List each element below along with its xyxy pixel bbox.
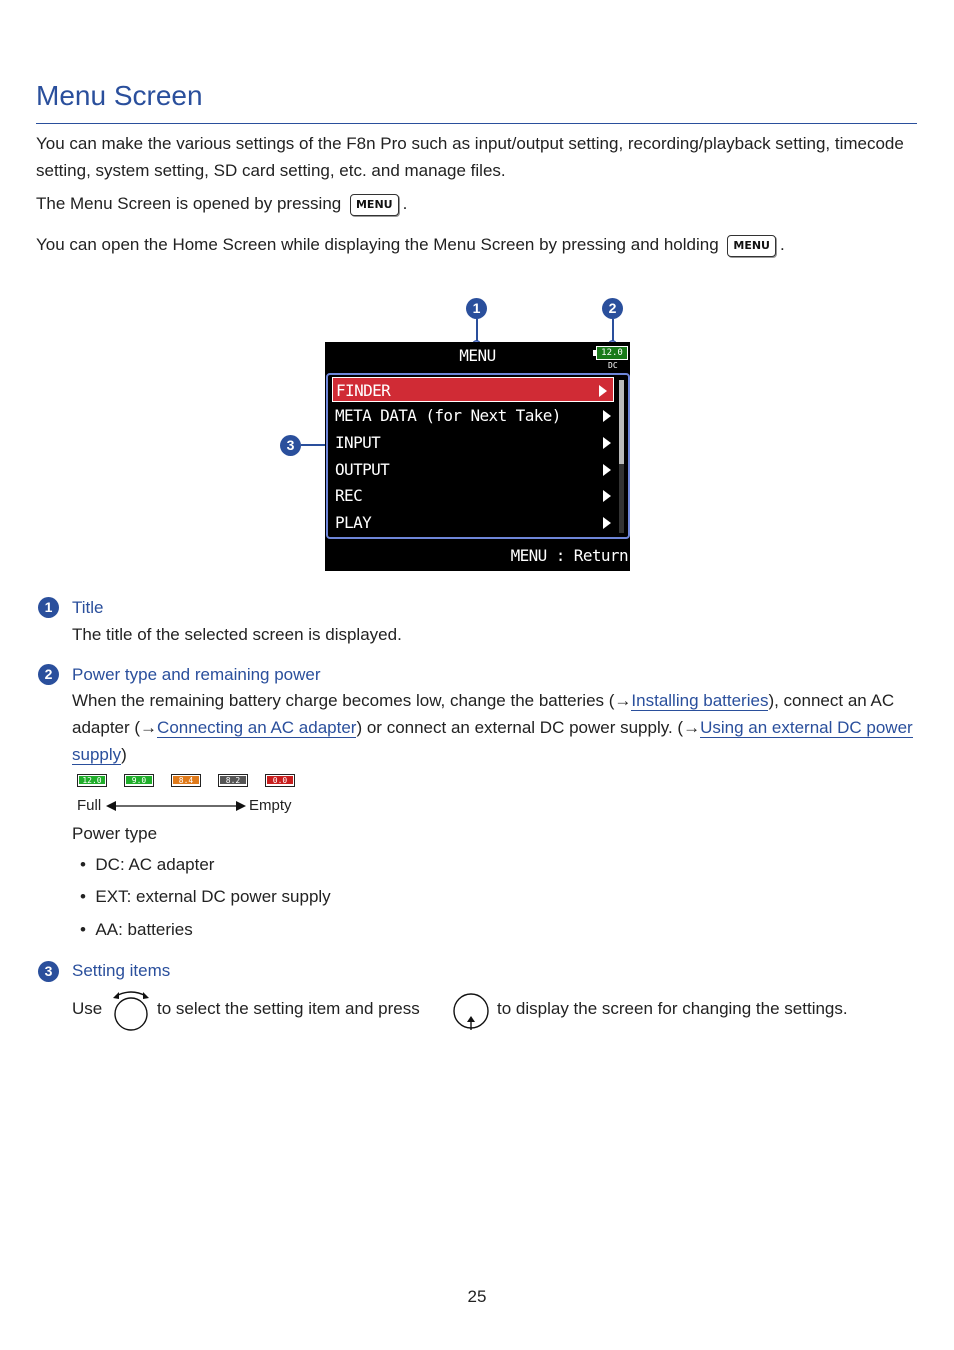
menu-item-rec[interactable] (332, 483, 617, 508)
battery-level-value: 9.0 (126, 776, 152, 784)
menu-item-label: OUTPUT (335, 460, 390, 479)
battery-icon: 12.0 (596, 346, 628, 360)
callout-3: 3 (280, 435, 301, 456)
battery-level-icon (171, 774, 201, 787)
item-title-heading: Title (72, 598, 104, 617)
callout-3-leader (301, 444, 327, 446)
home-screen-text: You can open the Home Screen while displaying the Menu Screen by pressing and holding (36, 235, 719, 254)
scroll-dial-icon (110, 989, 152, 1033)
dial-press-icon (452, 991, 490, 1031)
power-text-3: ) or connect an external DC power supply. (→ (356, 718, 701, 737)
open-menu-text: The Menu Screen is opened by pressing (36, 194, 342, 213)
menu-item-label: INPUT (335, 433, 381, 452)
menu-scrollbar[interactable] (619, 380, 624, 533)
menu-item-label: FINDER (336, 381, 391, 400)
item-2-number: 2 (38, 664, 59, 685)
callout-1: 1 (466, 298, 487, 319)
menu-key-icon: MENU (727, 235, 776, 257)
menu-item-label: REC (335, 486, 363, 505)
menu-item-label: META DATA (for Next Take) (335, 406, 561, 425)
power-type-label: EXT: external DC power supply (95, 887, 331, 906)
item-power-body (72, 687, 917, 768)
setting-use-text: Use (72, 999, 103, 1018)
item-1-number: 1 (38, 597, 59, 618)
power-type-list-item: • DC: AC adapter (80, 855, 215, 874)
menu-item-meta-data[interactable] (332, 403, 617, 428)
title-rule (36, 123, 917, 124)
callout-2: 2 (602, 298, 623, 319)
menu-item-input[interactable] (332, 430, 617, 455)
power-text-1: When the remaining battery charge becomes low, change the batteries (→ (72, 691, 632, 710)
arrow-right-icon (599, 385, 607, 397)
menu-item-finder[interactable] (332, 377, 614, 402)
full-label: Full (77, 797, 102, 814)
scrollbar-thumb[interactable] (619, 380, 624, 464)
full-empty-arrow-icon (106, 799, 246, 813)
arrow-right-icon (603, 437, 611, 449)
home-screen-period: . (780, 235, 785, 254)
battery-level-value: 8.2 (220, 776, 246, 784)
empty-label: Empty (249, 797, 292, 814)
battery-level-icon (124, 774, 154, 787)
page-title: Menu Screen (36, 80, 203, 111)
open-menu-paragraph (36, 190, 407, 217)
link-connecting-ac-adapter[interactable]: Connecting an AC adapter (157, 718, 357, 737)
battery-type: DC (608, 361, 618, 370)
link-external-dc-supply[interactable]: Using an external DC power supply (72, 718, 913, 764)
power-text-4: ) (121, 745, 127, 764)
menu-item-label: PLAY (335, 513, 372, 532)
setting-end-text: to display the screen for changing the settings. (497, 999, 848, 1018)
menu-key-icon: MENU (350, 194, 399, 216)
screen-title: MENU (459, 346, 496, 365)
open-menu-period: . (402, 194, 408, 213)
power-type-label: AA: batteries (95, 920, 193, 939)
battery-level-row (77, 774, 307, 790)
power-text-2: ), connect an AC adapter (→ (72, 691, 895, 737)
arrow-right-icon (603, 464, 611, 476)
power-type-label: DC: AC adapter (95, 855, 215, 874)
power-type-heading: Power type (72, 824, 158, 843)
item-power-heading: Power type and remaining power (72, 665, 321, 684)
home-screen-paragraph (36, 231, 785, 258)
link-installing-batteries[interactable]: Installing batteries (631, 691, 769, 710)
setting-middle-text: to select the setting item and press (157, 999, 420, 1018)
battery-level-icon (77, 774, 107, 787)
battery-level-value: 8.4 (173, 776, 199, 784)
battery-level-icon (218, 774, 248, 787)
battery-level-value: 0.0 (267, 776, 293, 784)
screen-footer: MENU : Return (510, 546, 628, 565)
battery-level-value: 12.0 (79, 776, 105, 784)
page-number: 25 (467, 1287, 487, 1306)
power-type-list-item: • EXT: external DC power supply (80, 887, 331, 906)
device-screen (325, 342, 630, 571)
power-type-list-item: • AA: batteries (80, 920, 193, 939)
intro-paragraph: You can make the various settings of the F8n Pro such as input/output setting, recording/playback setting, timecode setting, system setting, SD card setting, etc. and manage files. (36, 134, 904, 180)
arrow-right-icon (603, 410, 611, 422)
arrow-right-icon (603, 517, 611, 529)
battery-level-icon (265, 774, 295, 787)
arrow-right-icon (603, 490, 611, 502)
item-setting-heading: Setting items (72, 961, 171, 980)
menu-item-play[interactable] (332, 510, 617, 535)
item-3-number: 3 (38, 961, 59, 982)
menu-item-output[interactable] (332, 457, 617, 482)
menu-list (326, 373, 630, 539)
item-title-body: The title of the selected screen is displayed. (72, 625, 402, 644)
